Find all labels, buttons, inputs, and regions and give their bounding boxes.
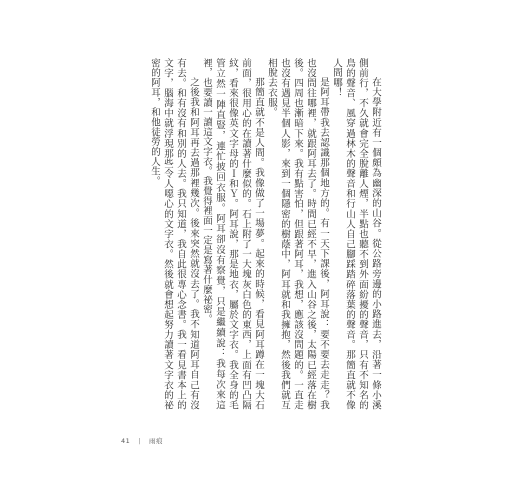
paragraph: 之後我和阿耳再去過那裡幾次。後來突然就沒去了。我不知道阿耳自己有沒有去。和有沒有和別的人去。我只知道，我自此很專心念書。我一看見書本上的文字，腦海中就浮現那些令人噁心的文字衣。然後就會想起努力讀著文字衣的祕密的阿耳，和他徒勞的人生。: [149, 58, 199, 410]
body-text: [142, 58, 382, 410]
paragraph: 是阿耳帶我去認識那個地方的。有一天下課後，阿耳說：要不要去走走？我也沒問往哪裡，就跟阿耳去了。時間已經不早，進入山谷之後，太陽已經落在樹後。四周也漸暗下來。我有點害怕，但跟著阿耳，我想，應該沒問題的。一直走也沒有遇見半個人影，來到一個隱密的樹蔭中，阿耳就和我擁抱，然後我們就互相脫去衣服。: [266, 58, 329, 410]
paragraph: 在大學附近有一個頗為幽深的山谷。從公路旁邊的小路進去，沿著一條小溪側前行，不久就會完全脫離人煙，半點也聽不到外面紛擾的聲音，只有不知名的鳥的聲音、風穿過林木的聲音和行山人自己腳踩踏碎落葉的聲音。那簡直就不像人間哪！: [331, 58, 381, 410]
section-title: 雨痕: [148, 437, 163, 445]
page-footer: [121, 436, 163, 445]
page-number: 41: [121, 436, 131, 445]
footer-separator: |: [138, 436, 141, 445]
paragraph: 那簡直就不是人間。我像做了一場夢。起來的時候，看見阿耳蹲在一塊大石前面，很用心的在讀著什麼似的。石上附了一大塊灰白色的東西，上面有凹凸隔紋，看來很像英文字母的Ｉ和Ｙ。阿耳說，那是地衣，屬於文字衣。我全身的毛管立然一陣直豎，連忙披回衣服。阿耳卻沒有察覺，只是繼續說：我每次來這裡，也要讀一讀這文字衣。我覺得裡面一定是寫著什麼祕密。: [201, 58, 264, 410]
